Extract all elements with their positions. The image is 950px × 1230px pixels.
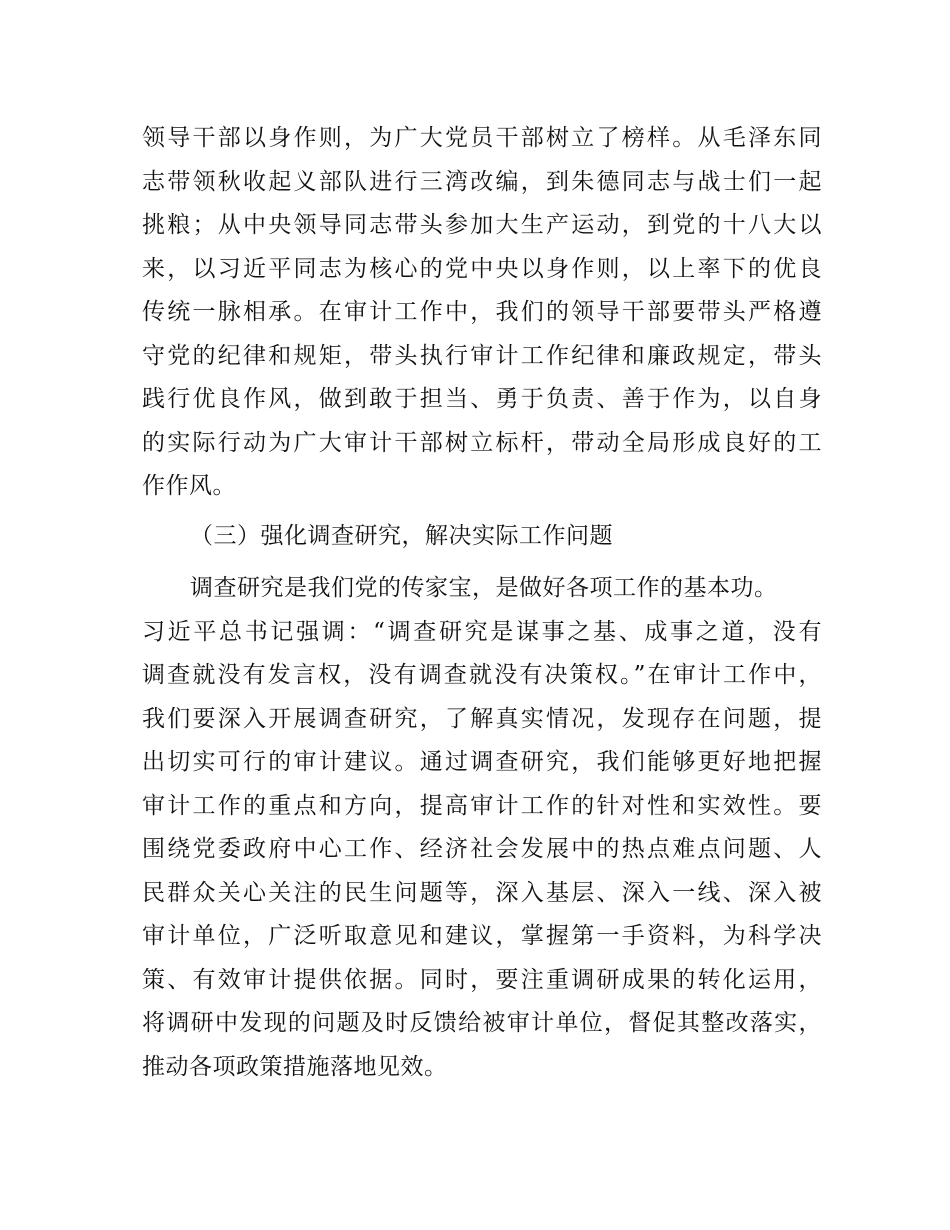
paragraph-line: 出切实可行的审计建议。通过调查研究，我们能够更好地把握 — [142, 749, 822, 775]
paragraph-line: 来，以习近平同志为核心的党中央以身作则，以上率下的优良 — [142, 255, 822, 282]
paragraph-line: 调查就没有发言权，没有调查就没有决策权。”在审计工作中， — [142, 662, 822, 688]
paragraph-line: 守党的纪律和规矩，带头执行审计工作纪律和廉政规定，带头 — [142, 342, 822, 369]
paragraph-line: 策、有效审计提供依据。同时，要注重调研成果的转化运用， — [142, 966, 822, 993]
paragraph-line: 作作风。 — [142, 473, 236, 499]
paragraph-line: 审计单位，广泛听取意见和建议，掌握第一手资料，为科学决 — [142, 923, 822, 949]
paragraph-line: 践行优良作风，做到敢于担当、勇于负责、善于作为，以自身 — [142, 386, 822, 412]
paragraph-line: 将调研中发现的问题及时反馈给被审计单位，督促其整改落实， — [142, 1010, 822, 1036]
paragraph-line: 我们要深入开展调查研究，了解真实情况，发现存在问题，提 — [142, 705, 822, 732]
paragraph-line: 挑粮；从中央领导同志带头参加大生产运动，到党的十八大以 — [142, 212, 822, 238]
paragraph-line: 传统一脉相承。在审计工作中，我们的领导干部要带头严格遵 — [142, 299, 822, 325]
paragraph-line: 民群众关心关注的民生问题等，深入基层、深入一线、深入被 — [142, 879, 822, 906]
paragraph-line: 的实际行动为广大审计干部树立标杆，带动全局形成良好的工 — [142, 429, 822, 456]
paragraph-research — [142, 567, 822, 1089]
paragraph-line: 推动各项政策措施落地见效。 — [142, 1053, 448, 1080]
paragraph-line: 领导干部以身作则，为广大党员干部树立了榜样。从毛泽东同 — [142, 125, 822, 151]
paragraph-line: 围绕党委政府中心工作、经济社会发展中的热点难点问题、人 — [142, 836, 822, 862]
section-heading: （三）强化调查研究，解决实际工作问题 — [190, 523, 613, 549]
paragraph-line: 习近平总书记强调：“调查研究是谋事之基、成事之道，没有 — [142, 618, 822, 645]
paragraph-line: 审计工作的重点和方向，提高审计工作的针对性和实效性。要 — [142, 792, 822, 819]
paragraph-line: 志带领秋收起义部队进行三湾改编，到朱德同志与战士们一起 — [142, 168, 822, 195]
paragraph-leadership-example — [142, 117, 822, 509]
paragraph-line: 调查研究是我们党的传家宝，是做好各项工作的基本功。 — [190, 575, 778, 601]
